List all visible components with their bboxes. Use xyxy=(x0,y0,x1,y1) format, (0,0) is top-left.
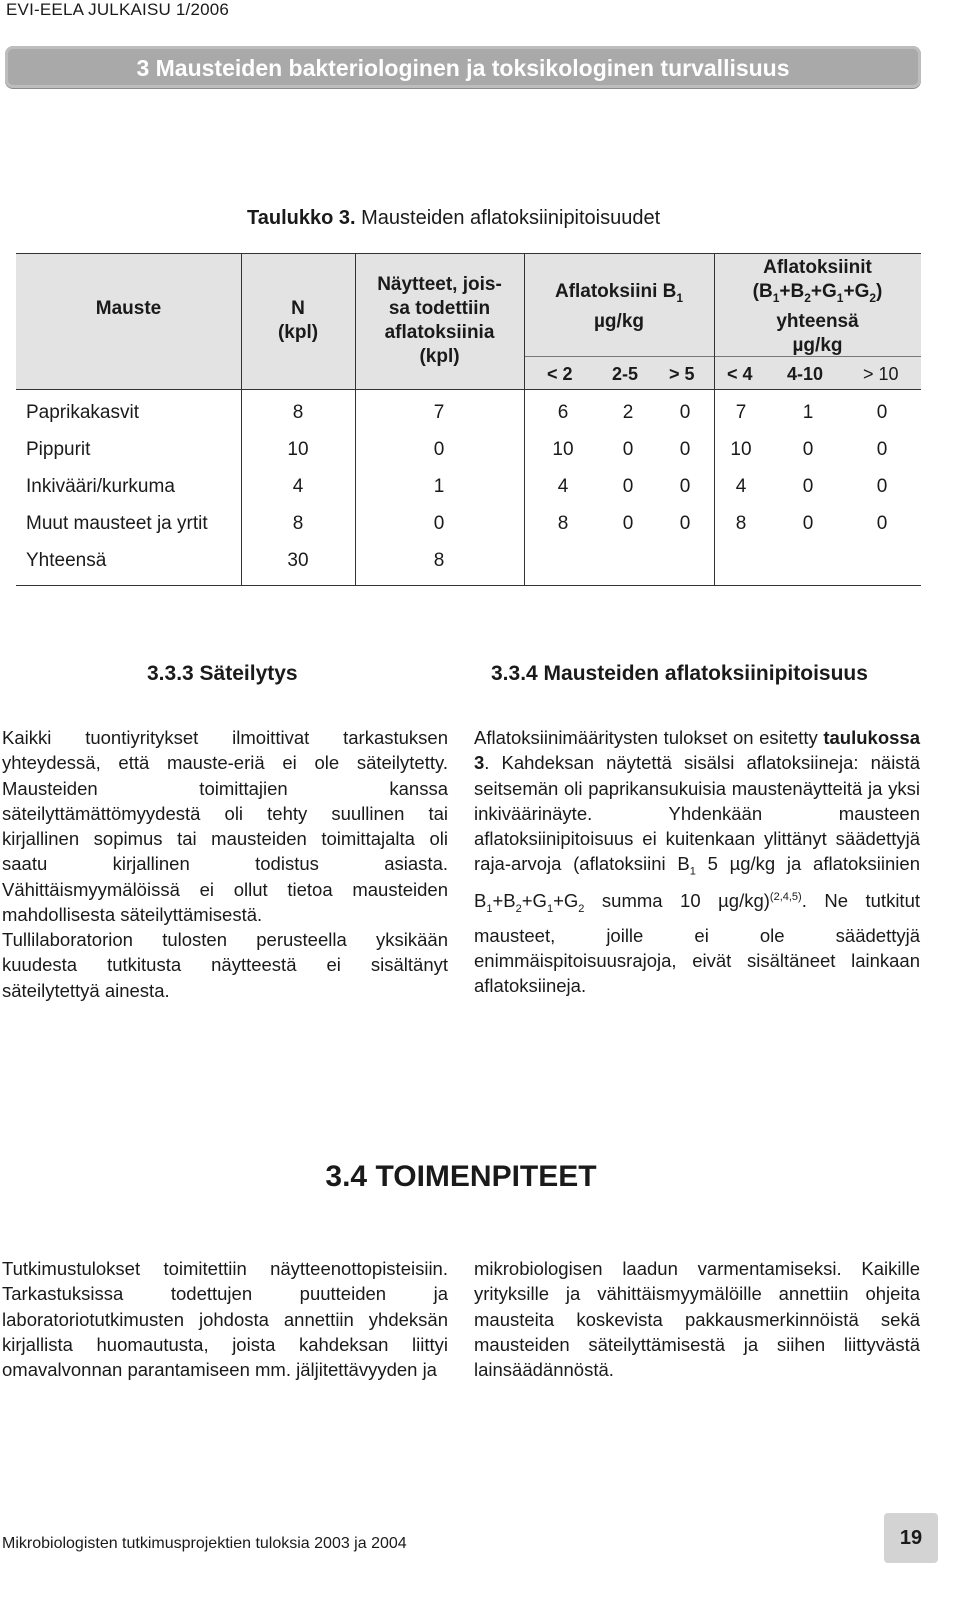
row-n: 10 xyxy=(287,439,309,460)
text-run: +G xyxy=(521,890,547,912)
row-total-mid: 0 xyxy=(802,513,814,534)
text-run: Aflatoksiinimääritysten tulokset on esitetty xyxy=(474,727,824,748)
row-n: 8 xyxy=(292,402,304,423)
text-run: summa 10 µg/kg) xyxy=(584,890,770,912)
row-total-high: 0 xyxy=(876,439,888,460)
row-b1-low: 4 xyxy=(557,476,569,497)
row-total-low: 8 xyxy=(735,513,747,534)
text-run: +B xyxy=(492,890,516,912)
subheader-b1-mid: 2-5 xyxy=(612,364,639,384)
header-samples-line2: sa todettiin xyxy=(388,298,491,319)
table-header-border xyxy=(16,389,921,390)
row-positive: 7 xyxy=(433,402,445,423)
row-total-mid: 0 xyxy=(802,476,814,497)
row-b1-mid: 0 xyxy=(622,439,634,460)
row-b1-low: 10 xyxy=(552,439,574,460)
section-3-3-4-title: 3.3.4 Mausteiden aflatoksiinipitoisuus xyxy=(491,662,868,685)
table-caption-label: Taulukko 3. xyxy=(247,207,356,229)
table-top-border xyxy=(16,253,921,254)
row-b1-mid: 0 xyxy=(622,513,634,534)
subheader-total-high: > 10 xyxy=(863,364,899,384)
row-b1-high: 0 xyxy=(679,439,691,460)
subscript: 1 xyxy=(689,866,696,879)
header-b1-text: Aflatoksiini B xyxy=(554,281,677,302)
row-b1-high: 0 xyxy=(679,402,691,423)
subheader-b1-low: < 2 xyxy=(547,364,573,384)
section-3-3-3-paragraph-1: Kaikki tuontiyritykset ilmoittivat tarkastuksen yhteydessä, että mauste-eriä ei ole säteilytetty. Mausteiden toimittajien kanssa säteilyttämättömyydestä oli tehty suullinen tai kirjallinen sopimus tai mausteiden toimittajalta oli saatu kirjallinen todistus asiasta. Vähittäismyymälöissä ei ollut tietoa mausteiden mahdollisesta säteilyttämisestä. xyxy=(2,727,448,926)
header-n-line1: N xyxy=(291,298,305,319)
header-total-line4: µg/kg xyxy=(792,334,843,356)
row-positive: 1 xyxy=(433,476,445,497)
row-total-high: 0 xyxy=(876,476,888,497)
section-3-3-4-paragraph xyxy=(474,725,920,999)
row-positive: 8 xyxy=(433,550,445,571)
row-positive: 0 xyxy=(433,513,445,534)
subscript: 1 xyxy=(546,903,554,916)
header-samples-line3: aflatoksiinia xyxy=(384,322,495,343)
header-total-line3: yhteensä xyxy=(776,310,859,332)
row-total-low: 4 xyxy=(735,476,747,497)
section-3-4-left-column: Tutkimustulokset toimitettiin näytteenottopisteisiin. Tarkastuksissa todettujen puutteiden ja laboratoriotutkimusten johdosta annettiin yhdeksän kirjallista huomautusta, joista kahdeksan liittyi omavalvonnan parantamiseen mm. jäljitettävyyden ja xyxy=(2,1258,448,1381)
row-name: Muut mausteet ja yrtit xyxy=(26,513,208,534)
subheader-total-mid: 4-10 xyxy=(787,364,824,384)
row-b1-low: 6 xyxy=(557,402,569,423)
subheader-b1-high: > 5 xyxy=(669,364,695,384)
text-run: +G xyxy=(553,890,579,912)
chapter-title: 3 Mausteiden bakteriologinen ja toksikologinen turvallisuus xyxy=(136,55,790,81)
footer-text: Mikrobiologisten tutkimusprojektien tuloksia 2003 ja 2004 xyxy=(2,1535,407,1552)
section-3-4-right-column: mikrobiologisen laadun varmentamiseksi. Kaikille yrityksille ja vähittäismyymälöille annettiin ohjeita mausteita koskevista pakkausmerkinnöistä sekä mausteiden säteilyttämisestä ja siihen liittyvästä lainsäädännöstä. xyxy=(474,1258,920,1381)
header-total-formula: $(B_1+B_2+G_1+G_2)$ xyxy=(752,281,883,305)
row-positive: 0 xyxy=(433,439,445,460)
row-n: 30 xyxy=(287,550,309,571)
header-mauste: Mauste xyxy=(95,298,162,319)
table-bottom-border xyxy=(16,585,921,586)
subheader-total-low: < 4 xyxy=(727,364,753,384)
citation: (2,4,5) xyxy=(769,891,802,904)
header-b1-subscript: 1 xyxy=(676,290,684,305)
text-run: 5 µg/kg ja aflatoksiinien B xyxy=(474,853,920,912)
section-3-3-3-paragraph-2: Tullilaboratorion tulosten perusteella yksikään kuudesta tutkitusta näytteestä ei sisältänyt säteilytettyä ainesta. xyxy=(2,929,448,1001)
header-samples xyxy=(355,273,524,369)
chapter-banner xyxy=(5,46,921,88)
text-run: . Kahdeksan näytettä sisälsi aflatoksiineja: näistä seitsemän oli paprikansukuisia maustenäytteitä ja yksi inkiväärinäyte. Yhdenkään mausteen aflatoksiinipitoisuus ei kuitenkaan ylittänyt säädettyjä raja-arvoja (aflatoksiini B xyxy=(474,752,920,875)
row-b1-low: 8 xyxy=(557,513,569,534)
subscript: 2 xyxy=(578,903,585,916)
row-n: 4 xyxy=(292,476,304,497)
row-total-high: 0 xyxy=(876,513,888,534)
header-samples-line4: (kpl) xyxy=(419,346,460,367)
header-total-line1: Aflatoksiinit xyxy=(763,257,872,278)
row-b1-mid: 2 xyxy=(622,402,634,423)
text-run: . Ne tutkitut mausteet, joille ei ole säädettyjä enimmäispitoisuusrajoja, eivät sisältäneet lainkaan aflatoksiineja. xyxy=(474,890,920,997)
page-number: 19 xyxy=(884,1513,938,1563)
section-3-4-title: 3.4 TOIMENPITEET xyxy=(325,1160,597,1193)
header-samples-line1: Näytteet, jois- xyxy=(377,274,502,295)
row-name: Pippurit xyxy=(26,439,91,460)
row-total-mid: 1 xyxy=(802,402,814,423)
row-total-high: 0 xyxy=(876,402,888,423)
header-n-line2: (kpl) xyxy=(277,322,319,343)
subscript: 2 xyxy=(515,903,522,916)
row-total-mid: 0 xyxy=(802,439,814,460)
row-name: Inkivääri/kurkuma xyxy=(26,476,175,497)
subscript: 1 xyxy=(486,903,493,916)
row-b1-high: 0 xyxy=(679,513,691,534)
table-caption-text: Mausteiden aflatoksiinipitoisuudet xyxy=(355,207,661,229)
publication-label: EVI-EELA JULKAISU 1/2006 xyxy=(6,0,230,19)
row-total-low: 7 xyxy=(735,402,747,423)
row-n: 8 xyxy=(292,513,304,534)
table-reference: taulukossa 3 xyxy=(474,727,920,774)
row-name: Yhteensä xyxy=(26,550,107,571)
table-caption xyxy=(247,207,660,230)
header-b1-unit: µg/kg xyxy=(593,310,644,332)
row-name: Paprikakasvit xyxy=(26,402,139,423)
header-n xyxy=(241,297,355,345)
section-3-3-3-title: 3.3.3 Säteilytys xyxy=(147,662,298,685)
header-total xyxy=(714,256,921,358)
row-b1-high: 0 xyxy=(679,476,691,497)
row-total-low: 10 xyxy=(730,439,752,460)
header-b1 xyxy=(524,280,714,334)
row-b1-mid: 0 xyxy=(622,476,634,497)
